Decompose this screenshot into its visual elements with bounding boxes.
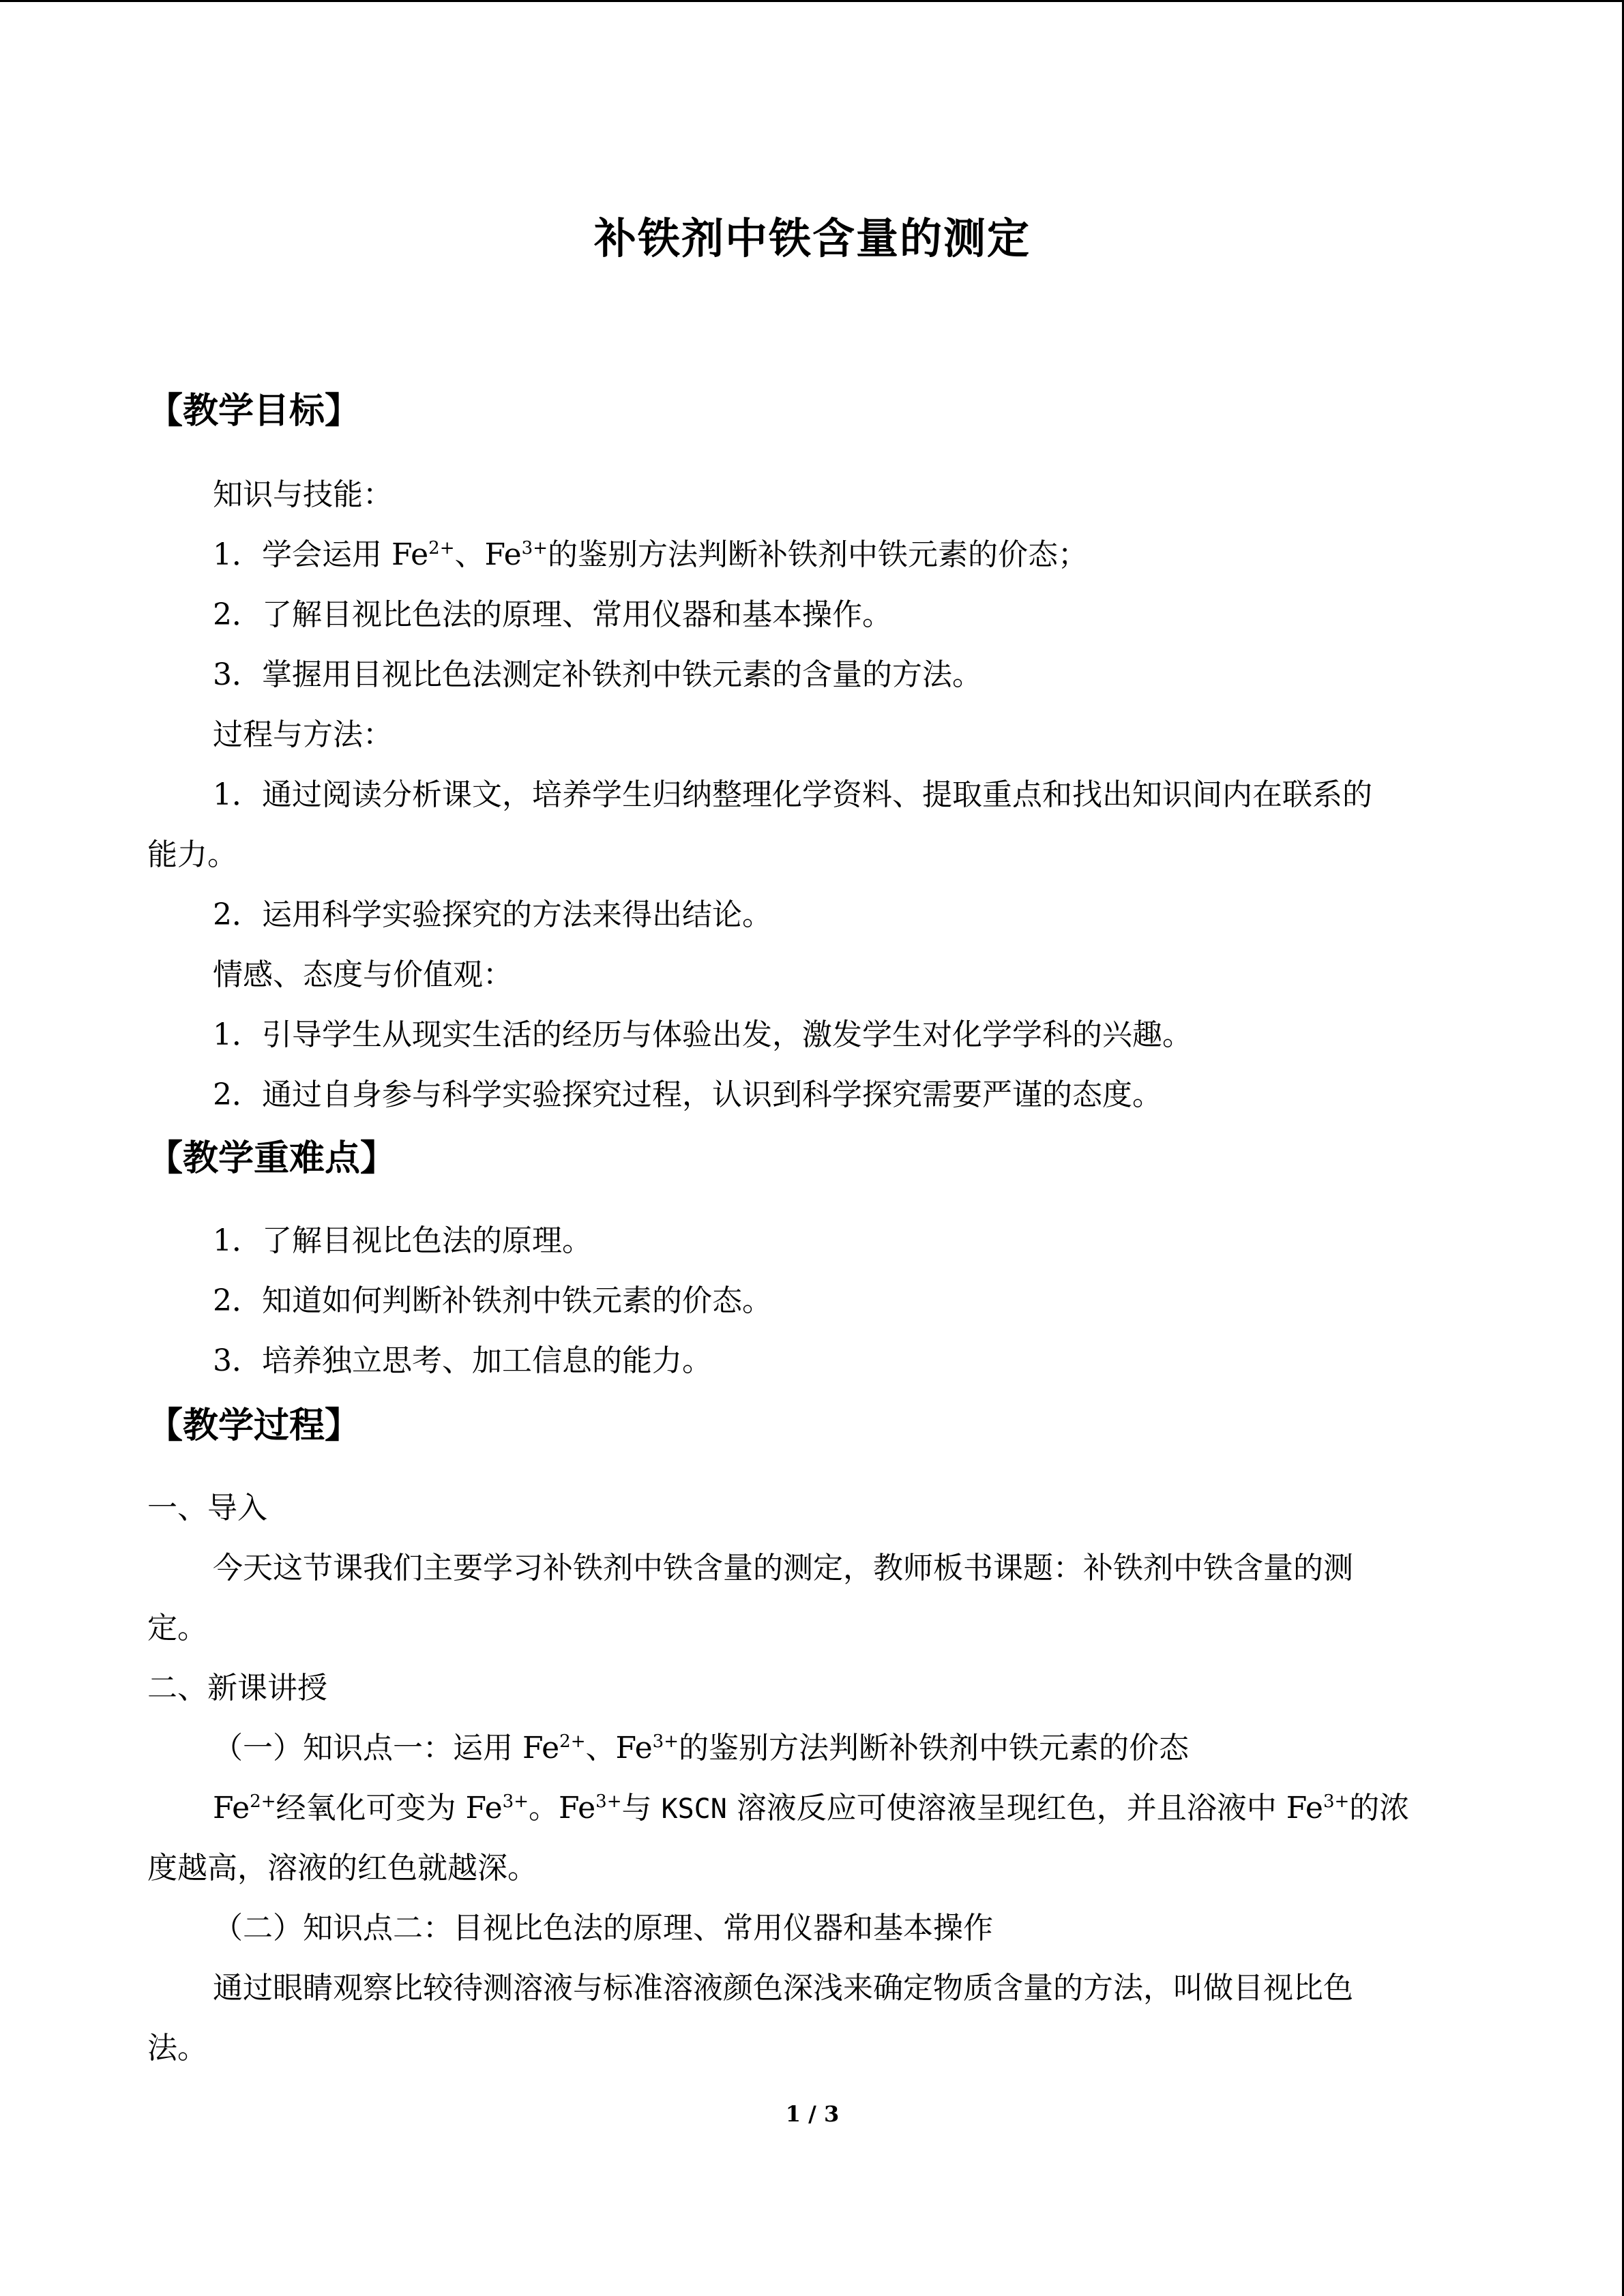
goal-k1: 1．学会运用 $Fe^{2+}$、$Fe^{3+}$的鉴别方法判断补铁剂中铁元素的价态； (213, 537, 1088, 572)
page-top-border (0, 0, 1624, 2)
new-lesson-label: 二、新课讲授 (147, 1671, 327, 1705)
intro-label: 一、导入 (147, 1491, 267, 1525)
goal-e1: 1．引导学生从现实生活的经历与体验出发，激发学生对化学学科的兴趣。 (213, 1017, 1192, 1052)
knowledge-label: 知识与技能： (213, 477, 393, 512)
section-heading-process: 【教学过程】 (147, 1405, 361, 1446)
section-heading-goals: 【教学目标】 (147, 391, 361, 432)
knowledge-point-2-heading: （二）知识点二：目视比色法的原理、常用仪器和基本操作 (213, 1911, 993, 1945)
goal-p2: 2．运用科学实验探究的方法来得出结论。 (213, 897, 772, 932)
goal-e2: 2．通过自身参与科学实验探究过程，认识到科学探究需要严谨的态度。 (213, 1077, 1162, 1112)
key-point-3: 3．培养独立思考、加工信息的能力。 (213, 1343, 712, 1378)
goal-p1-line1: 1．通过阅读分析课文，培养学生归纳整理化学资料、提取重点和找出知识间内在联系的 (213, 777, 1372, 812)
goal-k2: 2．了解目视比色法的原理、常用仪器和基本操作。 (213, 597, 892, 632)
key-point-2: 2．知道如何判断补铁剂中铁元素的价态。 (213, 1283, 772, 1318)
method-definition-line1: 通过眼睛观察比较待测溶液与标准溶液颜色深浅来确定物质含量的方法，叫做目视比色 (213, 1971, 1353, 2006)
process-method-label: 过程与方法： (213, 717, 393, 752)
method-definition-line2: 法。 (147, 2031, 207, 2066)
intro-line1: 今天这节课我们主要学习补铁剂中铁含量的测定，教师板书课题：补铁剂中铁含量的测 (213, 1551, 1353, 1585)
intro-line2: 定。 (147, 1611, 207, 1645)
iron-oxidation-line1: $Fe^{2+}$经氧化可变为 $Fe^{3+}$。$Fe^{3+}$与 KSCN 溶液反应可使溶液呈现红色，并且浴液中 $Fe^{3+}$的浓 (213, 1791, 1410, 1825)
document-title: 补铁剂中铁含量的测定 (593, 213, 1031, 263)
goal-k3: 3．掌握用目视比色法测定补铁剂中铁元素的含量的方法。 (213, 657, 982, 692)
emotion-label: 情感、态度与价值观： (213, 957, 513, 992)
section-heading-key-points: 【教学重难点】 (147, 1138, 396, 1179)
page-number: 1 / 3 (785, 2101, 840, 2127)
goal-p1-line2: 能力。 (147, 837, 237, 872)
key-point-1: 1．了解目视比色法的原理。 (213, 1223, 592, 1258)
iron-oxidation-line2: 度越高，溶液的红色就越深。 (147, 1851, 537, 1885)
knowledge-point-1-heading: （一）知识点一：运用 $Fe^{2+}$、$Fe^{3+}$的鉴别方法判断补铁剂中铁元素的价态 (213, 1731, 1189, 1765)
